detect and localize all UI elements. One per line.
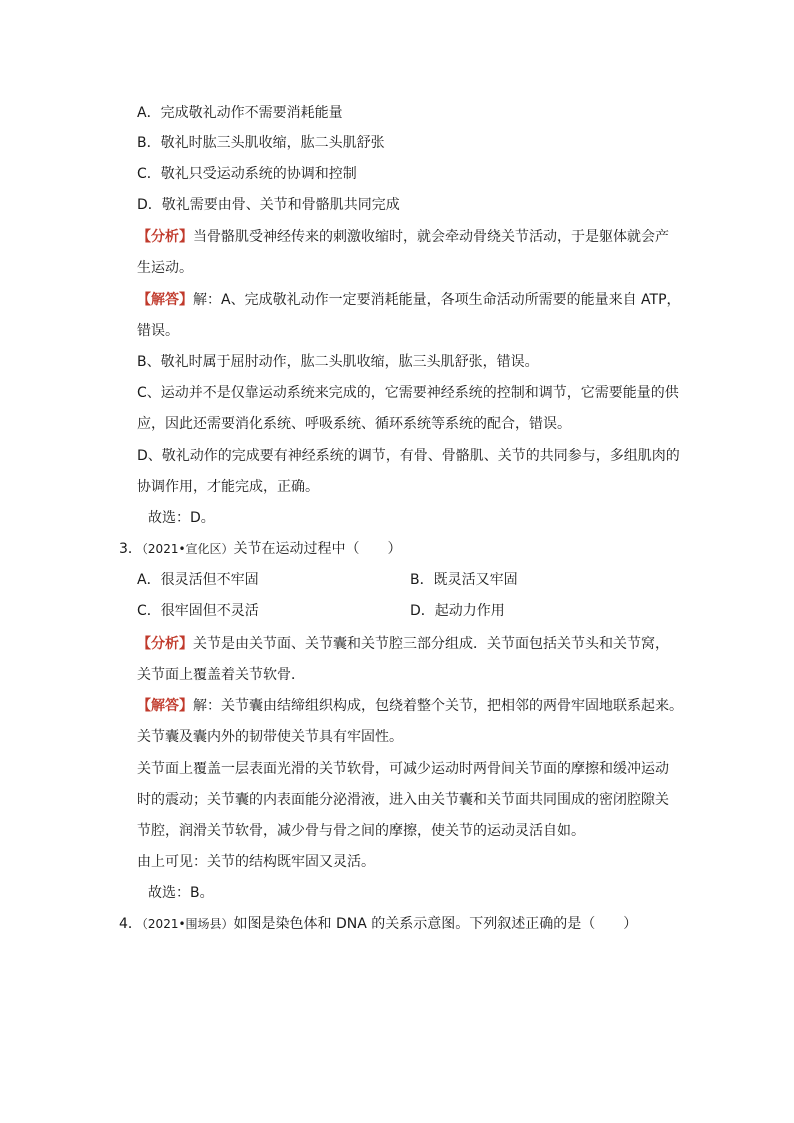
q4-header [119, 914, 637, 934]
answer-tag: 【解答】 [137, 292, 193, 308]
q2-answer-choice: 故选：D。 [148, 510, 215, 526]
q3-option-d: D．起动力作用 [410, 603, 505, 619]
q3-answer-line-4: 时的震动；关节囊的内表面能分泌滑液，进入由关节囊和关节面共同围成的密闭腔隙关 [137, 792, 669, 808]
q4-source: （2021•围场县） [141, 917, 234, 931]
q3-option-b: B．既灵活又牢固 [410, 572, 518, 588]
q4-stem: 如图是染色体和 DNA 的关系示意图。下列叙述正确的是（ ） [233, 916, 638, 932]
q3-analysis-text-1: 关节是由关节面、关节囊和关节腔三部分组成．关节面包括关节头和关节窝， [193, 636, 669, 652]
q4-number: 4． [119, 916, 142, 932]
answer-tag: 【解答】 [137, 698, 193, 714]
analysis-tag: 【分析】 [137, 229, 193, 245]
q2-option-c: C．敬礼只受运动系统的协调和控制 [137, 166, 357, 182]
q3-option-a: A．很灵活但不牢固 [137, 572, 259, 588]
q2-answer-line-3: B、敬礼时属于屈肘动作，肱二头肌收缩，肱三头肌舒张，错误。 [137, 354, 539, 370]
q3-header [119, 539, 402, 559]
analysis-tag: 【分析】 [137, 636, 193, 652]
q2-option-d: D．敬礼需要由骨、关节和骨骼肌共同完成 [137, 197, 400, 213]
q2-option-b: B．敬礼时肱三头肌收缩，肱二头肌舒张 [137, 135, 385, 151]
q3-answer-choice: 故选：B。 [148, 885, 214, 901]
q3-source: （2021•宣化区） [141, 542, 234, 556]
q2-answer-text-1: 解：A、完成敬礼动作一定要消耗能量，各项生命活动所需要的能量来自 ATP， [193, 292, 681, 308]
q2-option-a: A．完成敬礼动作不需要消耗能量 [137, 105, 343, 121]
q2-answer-line-2: 错误。 [137, 323, 179, 339]
q3-analysis-line-2: 关节面上覆盖着关节软骨． [137, 667, 305, 683]
q2-answer-line-4: C、运动并不是仅靠运动系统来完成的，它需要神经系统的控制和调节，它需要能量的供 [137, 385, 679, 401]
q2-answer-line-1 [137, 290, 681, 310]
q3-answer-line-2: 关节囊及囊内外的韧带使关节具有牢固性。 [137, 729, 403, 745]
q3-option-c: C．很牢固但不灵活 [137, 603, 259, 619]
q3-analysis-line-1 [137, 634, 669, 654]
q3-answer-line-5: 节腔，润滑关节软骨，减少骨与骨之间的摩擦，使关节的运动灵活自如。 [137, 823, 585, 839]
q3-number: 3． [119, 541, 142, 557]
q3-stem: 关节在运动过程中（ ） [233, 541, 402, 557]
q2-analysis-line-2: 生运动。 [137, 260, 193, 276]
q3-answer-line-3: 关节面上覆盖一层表面光滑的关节软骨，可减少运动时两骨间关节面的摩擦和缓冲运动 [137, 761, 669, 777]
q2-analysis-line-1 [137, 227, 669, 247]
q3-answer-line-1 [137, 696, 683, 716]
q2-analysis-text-1: 当骨骼肌受神经传来的刺激收缩时，就会牵动骨绕关节活动，于是躯体就会产 [193, 229, 669, 245]
q3-answer-text-1: 解：关节囊由结缔组织构成，包绕着整个关节，把相邻的两骨牢固地联系起来。 [193, 698, 683, 714]
q2-answer-line-6: D、敬礼动作的完成要有神经系统的调节，有骨、骨骼肌、关节的共同参与，多组肌肉的 [137, 448, 680, 464]
q2-answer-line-7: 协调作用，才能完成，正确。 [137, 479, 319, 495]
q3-answer-line-6: 由上可见：关节的结构既牢固又灵活。 [137, 854, 375, 870]
q2-answer-line-5: 应，因此还需要消化系统、呼吸系统、循环系统等系统的配合，错误。 [137, 416, 571, 432]
